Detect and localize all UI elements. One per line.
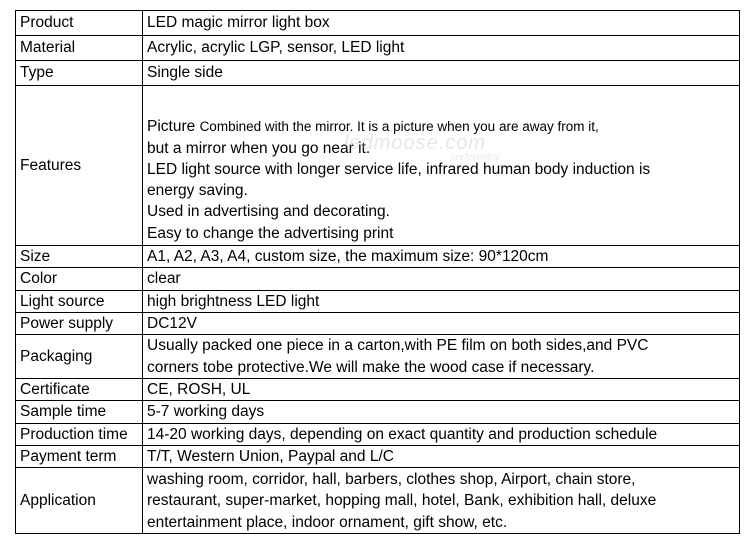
row-value: [143, 11, 740, 36]
row-value: [143, 312, 740, 334]
row-label: Type: [16, 61, 143, 86]
table-row: [16, 86, 740, 246]
table-row: [16, 423, 740, 445]
row-label: Application: [16, 468, 143, 534]
row-value: [143, 446, 740, 468]
row-value: [143, 246, 740, 268]
row-label: Light source: [16, 290, 143, 312]
value-line: but a mirror when you go near it.: [147, 139, 371, 157]
value-line: Usually packed one piece in a carton,with PE film on both sides,and PVC: [147, 337, 649, 355]
row-label: Power supply: [16, 312, 143, 334]
row-value: [143, 401, 740, 423]
value-line: CE, ROSH, UL: [147, 381, 251, 399]
row-value: [143, 423, 740, 445]
table-row: [16, 268, 740, 290]
table-row: [16, 379, 740, 401]
watermark-subtext: preferential: [450, 152, 501, 163]
table-row: [16, 246, 740, 268]
value-line: clear: [147, 270, 181, 288]
row-value: [143, 468, 740, 534]
value-line: washing room, corridor, hall, barbers, clothes shop, Airport, chain store,: [147, 470, 636, 488]
table-row: [16, 312, 740, 334]
value-line: Acrylic, acrylic LGP, sensor, LED light: [147, 39, 405, 57]
row-label: Sample time: [16, 401, 143, 423]
row-value: [143, 379, 740, 401]
row-value: [143, 36, 740, 61]
value-line: 5-7 working days: [147, 403, 265, 421]
row-value: [143, 290, 740, 312]
value-line: Used in advertising and decorating.: [147, 203, 390, 221]
value-line: high brightness LED light: [147, 292, 320, 310]
value-line-rest: Combined with the mirror. It is a picture when you are away from it,: [199, 119, 599, 135]
row-label: Payment term: [16, 446, 143, 468]
row-label: Features: [16, 86, 143, 246]
watermark-text: ledmoose.com: [344, 132, 487, 154]
row-value: [143, 335, 740, 379]
row-value: [143, 268, 740, 290]
value-line: corners tobe protective.We will make the wood case if necessary.: [147, 358, 595, 376]
spec-table: [15, 10, 740, 534]
table-row: [16, 61, 740, 86]
row-label: Material: [16, 36, 143, 61]
row-label: Production time: [16, 423, 143, 445]
value-line: DC12V: [147, 314, 197, 332]
row-label: Product: [16, 11, 143, 36]
value-line: energy saving.: [147, 182, 248, 200]
value-line-lead: Picture: [147, 118, 196, 136]
row-value: [143, 61, 740, 86]
row-label: Packaging: [16, 335, 143, 379]
value-line: Single side: [147, 64, 223, 82]
value-line: restaurant, super-market, hopping mall, hotel, Bank, exhibition hall, deluxe: [147, 492, 657, 510]
value-line: [147, 116, 735, 137]
table-row: [16, 36, 740, 61]
value-line: T/T, Western Union, Paypal and L/C: [147, 448, 394, 466]
row-label: Color: [16, 268, 143, 290]
value-line: A1, A2, A3, A4, custom size, the maximum size: 90*120cm: [147, 248, 549, 265]
value-line: Easy to change the advertising print: [147, 224, 394, 242]
row-label: Size: [16, 246, 143, 268]
table-row: [16, 446, 740, 468]
value-line: LED light source with longer service life, infrared human body induction is: [147, 160, 651, 178]
value-line: entertainment place, indoor ornament, gift show, etc.: [147, 513, 508, 531]
table-row: [16, 11, 740, 36]
row-value: [143, 86, 740, 246]
table-row: [16, 290, 740, 312]
value-line: LED magic mirror light box: [147, 14, 330, 32]
value-line: 14-20 working days, depending on exact quantity and production schedule: [147, 425, 658, 443]
table-row: [16, 468, 740, 534]
row-label: Certificate: [16, 379, 143, 401]
table-row: [16, 401, 740, 423]
table-row: [16, 335, 740, 379]
